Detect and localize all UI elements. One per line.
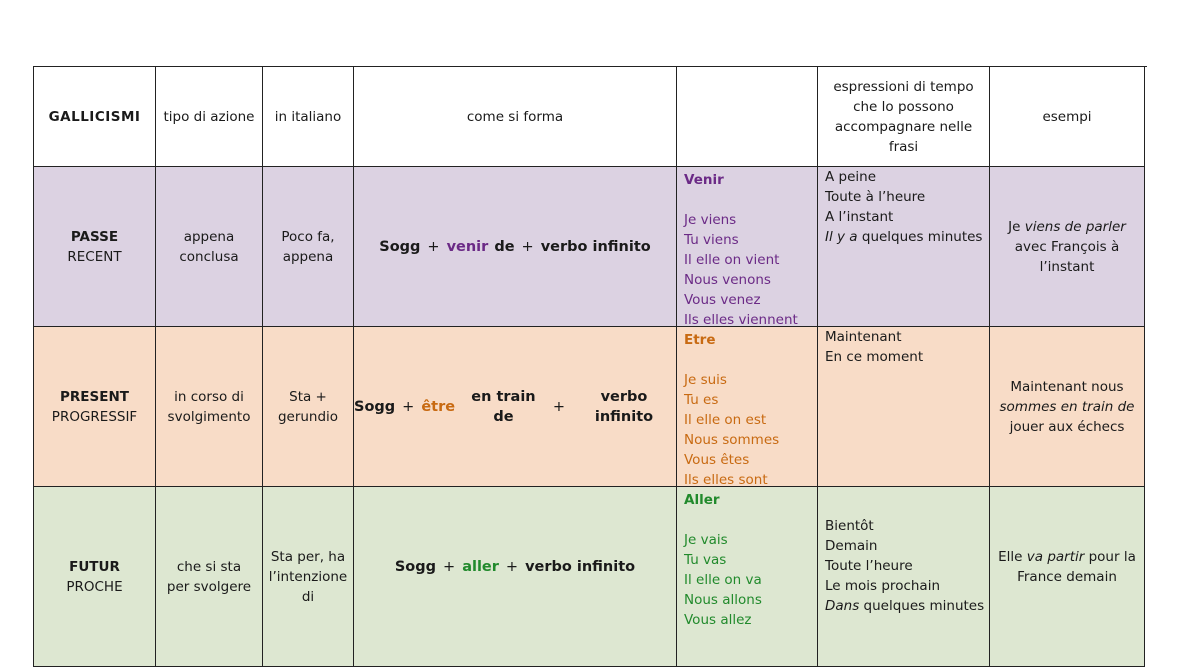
example-b: jouer aux échecs bbox=[1009, 418, 1125, 435]
expr-italic: Dans bbox=[825, 598, 860, 614]
row-expressions bbox=[818, 327, 990, 487]
row-name bbox=[34, 487, 156, 667]
formula-particle: de bbox=[494, 238, 515, 255]
expr-rest: quelques minutes bbox=[859, 598, 985, 614]
row-formula bbox=[354, 487, 677, 667]
header-forma bbox=[354, 67, 677, 167]
expr-line bbox=[825, 227, 982, 247]
expr-line: Demain bbox=[825, 538, 878, 554]
header-gallicismi bbox=[34, 67, 156, 167]
infinitive: Venir bbox=[684, 172, 724, 188]
header-forma-text: come si forma bbox=[466, 108, 564, 125]
example-b: pour la France demain bbox=[1017, 549, 1136, 585]
expr-line: Maintenant bbox=[825, 329, 902, 345]
expr-line: Toute l’heure bbox=[825, 558, 913, 574]
formula-particle: en train de bbox=[471, 388, 536, 425]
conj-line: Nous venons bbox=[684, 272, 771, 288]
example-italic: sommes en train de bbox=[999, 398, 1135, 415]
conj-line: Il elle on vient bbox=[684, 252, 780, 268]
row-tipo bbox=[156, 167, 263, 327]
row-name bbox=[34, 327, 156, 487]
row-conjugation bbox=[677, 167, 818, 327]
header-tempo bbox=[818, 67, 990, 167]
formula-plus: + bbox=[521, 238, 534, 255]
row-formula bbox=[354, 327, 677, 487]
header-esempi-text: esempi bbox=[1042, 108, 1092, 125]
row-italiano-text: Sta + gerundio bbox=[277, 388, 339, 425]
formula-plus: + bbox=[427, 238, 440, 255]
row-name-bottom: PROCHE bbox=[66, 578, 123, 595]
row-example bbox=[990, 327, 1145, 487]
header-tipo bbox=[156, 67, 263, 167]
formula-plus: + bbox=[505, 559, 519, 575]
row-name-bottom: PROGRESSIF bbox=[51, 408, 138, 425]
row-name-top: FUTUR bbox=[69, 558, 120, 575]
row-italiano-text: Poco fa, appena bbox=[281, 228, 335, 265]
row-italiano-text: Sta per, ha l’intenzione di bbox=[268, 548, 348, 605]
row-italiano bbox=[263, 167, 354, 327]
expr-italic: Il y a bbox=[825, 229, 858, 245]
row-name-bottom: RECENT bbox=[67, 248, 122, 265]
example-a: Maintenant nous bbox=[1010, 378, 1124, 395]
row-name-top: PRESENT bbox=[60, 388, 129, 405]
formula-sogg: Sogg bbox=[394, 559, 437, 575]
header-tipo-text: tipo di azione bbox=[163, 108, 255, 125]
row-italiano bbox=[263, 487, 354, 667]
row-tipo-text: che si sta per svolgere bbox=[166, 558, 252, 595]
row-conjugation bbox=[677, 327, 818, 487]
example-text bbox=[998, 547, 1136, 587]
example-text bbox=[998, 377, 1136, 437]
conj-line: Nous allons bbox=[684, 592, 762, 608]
conj-line: Ils elles viennent bbox=[684, 312, 798, 327]
row-tipo-text: in corso di svolgimento bbox=[167, 388, 251, 425]
formula-plus: + bbox=[402, 398, 415, 415]
conj-line: Je vais bbox=[684, 532, 728, 548]
conj-line: Tu viens bbox=[684, 232, 739, 248]
example-italic: va partir bbox=[1026, 549, 1085, 565]
conj-line: Il elle on est bbox=[684, 412, 767, 428]
row-expressions bbox=[818, 167, 990, 327]
conj-line: Vous êtes bbox=[684, 452, 750, 468]
expr-line: Bientôt bbox=[825, 518, 874, 534]
formula-verb: aller bbox=[462, 559, 499, 575]
header-verbi bbox=[677, 67, 818, 167]
row-tipo bbox=[156, 487, 263, 667]
formula-tail: verbo infinito bbox=[540, 238, 651, 255]
infinitive: Etre bbox=[684, 332, 716, 348]
expr-rest: quelques minutes bbox=[857, 229, 983, 245]
formula-tail: verbo infinito bbox=[525, 559, 636, 575]
conj-line: Tu es bbox=[684, 392, 719, 408]
conj-line: Vous venez bbox=[684, 292, 761, 308]
row-example bbox=[990, 487, 1145, 667]
row-expressions bbox=[818, 487, 990, 667]
gallicismi-table bbox=[33, 66, 1147, 667]
formula-verb: être bbox=[421, 398, 456, 415]
expr-line: En ce moment bbox=[825, 349, 924, 365]
infinitive: Aller bbox=[684, 492, 720, 508]
formula-plus: + bbox=[443, 559, 456, 575]
row-tipo-text: appena conclusa bbox=[179, 228, 239, 265]
expr-line: A l’instant bbox=[825, 209, 894, 225]
example-a: Elle bbox=[998, 549, 1027, 565]
expr-line: A peine bbox=[825, 169, 877, 185]
header-italiano-text: in italiano bbox=[274, 108, 342, 125]
row-italiano bbox=[263, 327, 354, 487]
conj-line: Il elle on va bbox=[684, 572, 762, 588]
conj-line: Tu vas bbox=[684, 552, 727, 568]
row-name bbox=[34, 167, 156, 327]
formula-sogg: Sogg bbox=[354, 398, 396, 415]
row-tipo bbox=[156, 327, 263, 487]
expr-line: Toute à l’heure bbox=[825, 189, 926, 205]
formula-plus: + bbox=[552, 398, 565, 415]
header-gallicismi-text: GALLICISMI bbox=[48, 108, 141, 125]
header-esempi bbox=[990, 67, 1145, 167]
formula-verb: venir bbox=[446, 238, 489, 255]
conj-line: Je suis bbox=[684, 372, 727, 388]
row-example bbox=[990, 167, 1145, 327]
conj-line: Je viens bbox=[684, 212, 737, 228]
conj-line: Ils elles sont bbox=[684, 472, 768, 487]
example-text bbox=[998, 217, 1136, 277]
example-b: avec François à l’instant bbox=[1014, 238, 1120, 275]
expr-line bbox=[825, 596, 984, 616]
header-italiano bbox=[263, 67, 354, 167]
expr-line: Le mois prochain bbox=[825, 578, 941, 594]
example-a: Je bbox=[1008, 218, 1025, 235]
conj-line: Vous allez bbox=[684, 612, 752, 628]
conj-line: Nous sommes bbox=[684, 432, 780, 448]
example-italic: viens de parler bbox=[1024, 218, 1126, 235]
formula-sogg: Sogg bbox=[379, 238, 421, 255]
formula-tail: verbo infinito bbox=[594, 388, 654, 425]
row-conjugation bbox=[677, 487, 818, 667]
row-name-top: PASSE bbox=[70, 228, 119, 245]
row-formula bbox=[354, 167, 677, 327]
header-tempo-text: espressioni di tempo che lo possono accompagnare nelle frasi bbox=[833, 78, 974, 155]
